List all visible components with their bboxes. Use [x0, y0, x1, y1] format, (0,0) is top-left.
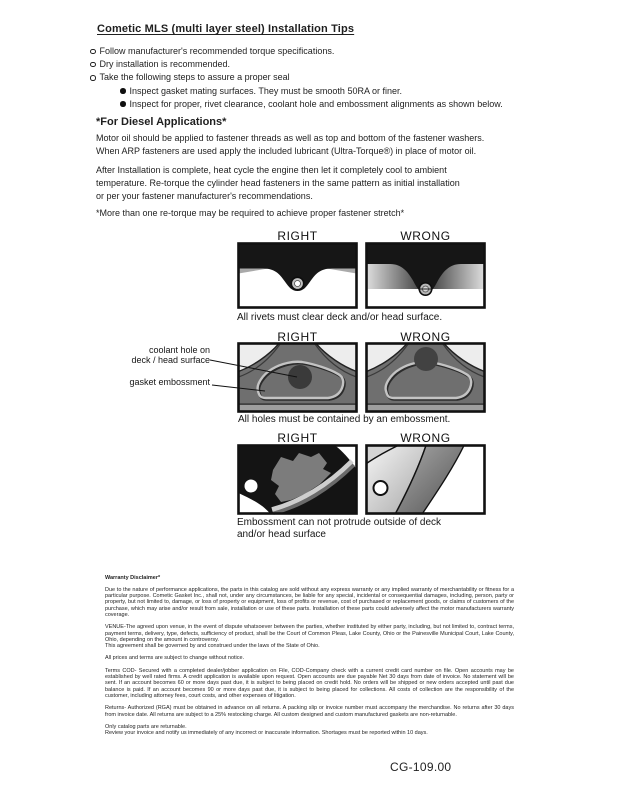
bullet-marker-icon — [120, 88, 126, 94]
diagram-holes-right — [237, 342, 358, 413]
warranty-disclaimer-heading: Warranty Disclaimer* — [105, 575, 161, 581]
diesel-paragraph-2 — [96, 164, 460, 204]
bullet-marker-icon — [120, 101, 126, 107]
sub-list-item — [88, 98, 503, 111]
holes-wrong-illustration — [365, 342, 486, 413]
list-item-text: Follow manufacturer's recommended torque specifications. — [99, 46, 335, 56]
paragraph-line: When ARP fasteners are used apply the included lubricant (Ultra-Torque®) in place of motor oil. — [96, 146, 477, 157]
diagram-holes-wrong — [365, 342, 486, 413]
retorque-note: *More than one re-torque may be required to achieve proper fastener stretch* — [96, 208, 405, 218]
bullet-marker-icon — [90, 62, 96, 68]
wrong-label: WRONG — [400, 431, 451, 445]
list-item — [88, 71, 503, 84]
bullet-marker-icon — [90, 49, 96, 55]
emboss-wrong-illustration — [365, 444, 486, 515]
fine-print-paragraph — [105, 624, 514, 649]
diagram-rivet-right — [237, 242, 358, 309]
paragraph-line: or per your fastener manufacturer's recommendations. — [96, 191, 313, 202]
bullet-marker-icon — [90, 75, 96, 81]
fine-print-paragraph: Due to the nature of performance applications, the parts in this catalog are sold without any express warranty or any implied warranty of merchantability or fitness for a particular purpose. Cometic Gasket Inc., shall not, under any circumstances, be liable for any special, incidental or consequential damages, including, person, party or property, but not limited to, damage, or loss of property or equipment, loss of profits or revenue, cost of purchased or replacement goods, or claims of customers of the purchase, which may arise and/or result from sale, installation or use of these parts. Installation of these parts could adversely affect the motor manufacturers warranty coverage. — [105, 586, 514, 618]
diesel-paragraph-1 — [96, 132, 484, 158]
diagram-emboss-wrong — [365, 444, 486, 515]
list-item — [88, 45, 503, 58]
list-item-text: Inspect gasket mating surfaces. They must be smooth 50RA or finer. — [129, 85, 402, 96]
fine-print-paragraph: Terms COD- Secured with a completed dealer/jobber application on File, COD-Company check with a current credit card number on file. Open accounts may be established by well rated firms. A credit application is available upon request. Open accounts are due payable Net 30 days from date of invoice. No statement will be sent. If an account becomes 60 or more days past due, it is subject to being placed on credit hold. No orders will be shipped or new orders accepted until past due balance is paid. If an account becomes 90 or more days past due, it is subject to being placed for collections. All costs of collection are the responsibility of the customer, including attorney fees, court costs, and other expenses of litigation. — [105, 667, 514, 699]
sub-list-item — [88, 85, 503, 98]
warranty-fine-print — [105, 575, 514, 736]
fine-print-line: Only catalog parts are returnable. — [105, 723, 187, 730]
paragraph-line: After Installation is complete, heat cycle the engine then let it completely cool to ambient — [96, 165, 447, 175]
fine-print-paragraph: All prices and terms are subject to change without notice. — [105, 655, 245, 662]
caption-line: and/or head surface — [237, 529, 326, 540]
diagram-emboss-right — [237, 444, 358, 515]
rivet-wrong-illustration — [365, 242, 486, 309]
callout-line: coolant hole on — [148, 345, 210, 355]
emboss-right-illustration — [237, 444, 358, 515]
emboss-caption — [237, 517, 441, 541]
list-item — [88, 58, 503, 71]
right-label: RIGHT — [277, 330, 318, 344]
fine-print-paragraph — [105, 724, 514, 737]
right-label: RIGHT — [277, 229, 318, 243]
page-title: Cometic MLS (multi layer steel) Installation Tips — [97, 23, 355, 35]
holes-right-illustration — [237, 342, 358, 413]
diagram-rivet-wrong — [365, 242, 486, 309]
document-number: CG-109.00 — [390, 760, 452, 774]
wrong-label: WRONG — [400, 229, 451, 243]
wrong-label: WRONG — [400, 330, 451, 344]
callout-line: deck / head surface — [131, 354, 210, 365]
fine-print-line: This agreement shall be governed by and construed under the laws of the State of Ohio. — [105, 643, 320, 650]
rivet-caption: All rivets must clear deck and/or head surface. — [237, 312, 443, 323]
coolant-hole-callout — [100, 346, 210, 365]
fine-print-line: VENUE-The agreed upon venue, in the event of dispute whatsoever between the parties, whether instituted by either party, including, but not limited to, contract terms, payment terms, delivery, type, defects, sufficiency of product, shall be the Court of Common Pleas, Lake County, Ohio or the Painesville Municipal Court, Lake County, Ohio, depending on the amount in controversy. — [105, 624, 514, 643]
fine-print-line: Review your invoice and notify us immediately of any incorrect or inaccurate information. Shortages must be reported within 10 days. — [105, 730, 428, 737]
fine-print-paragraph: Returns- Authorized (RGA) must be obtained in advance on all returns. A packing slip or invoice number must accompany the merchandise. No returns after 30 days from invoice date. All returns are subject to a 25% restocking charge. All custom designed and custom manufactured gaskets are non-returnable. — [105, 705, 514, 718]
list-item-text: Dry installation is recommended. — [99, 59, 231, 70]
list-item-text: Inspect for proper, rivet clearance, coolant hole and embossment alignments as shown below. — [129, 98, 503, 109]
installation-tips-list — [88, 45, 503, 111]
paragraph-line: Motor oil should be applied to fastener threads as well as top and bottom of the fastener washers. — [96, 133, 485, 143]
diesel-heading: *For Diesel Applications* — [96, 116, 227, 128]
list-item-text: Take the following steps to assure a proper seal — [99, 72, 290, 83]
caption-line: Embossment can not protrude outside of deck — [237, 517, 442, 528]
holes-caption: All holes must be contained by an embossment. — [238, 414, 451, 425]
rivet-right-illustration — [237, 242, 358, 309]
right-label: RIGHT — [277, 431, 318, 445]
paragraph-line: temperature. Re-torque the cylinder head fasteners in the same pattern as initial installation — [96, 178, 460, 189]
gasket-embossment-callout: gasket embossment — [129, 377, 210, 387]
